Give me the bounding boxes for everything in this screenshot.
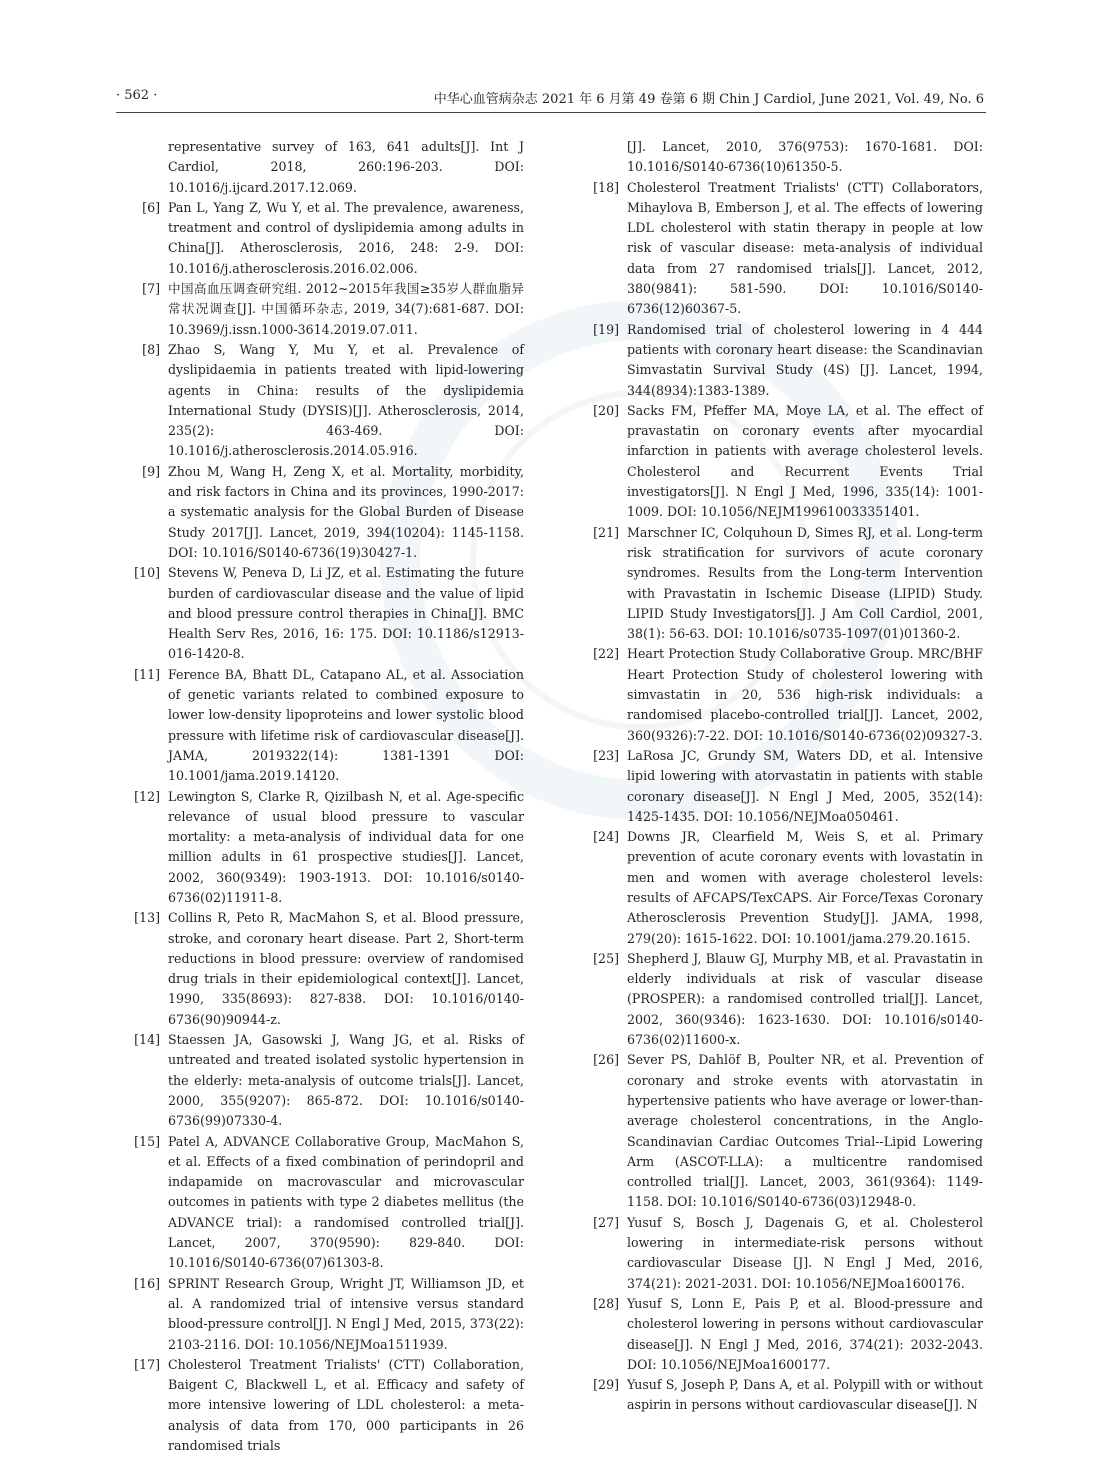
reference-28	[591, 1294, 983, 1375]
reference-20	[591, 401, 983, 523]
reference-text: Yusuf S, Bosch J, Dagenais G, et al. Cholesterol lowering in intermediate-risk persons without cardiovascular Disease [J]. N Engl J Med, 2016, 374(21): 2021-2031. DOI: 10.1056/NEJMoa1600176.	[627, 1214, 983, 1291]
reference-number: [22]	[593, 646, 619, 662]
reference-number: [19]	[593, 321, 619, 337]
reference-text: Sever PS, Dahlöf B, Poulter NR, et al. Prevention of coronary and stroke events with atorvastatin in hypertensive patients who have average or lower-than-average cholesterol concentrations, in the Anglo-Scandinavian Cardiac Outcomes Trial--Lipid Lowering Arm (ASCOT-LLA): a multicentre randomised controlled trial[J]. Lancet, 2003, 361(9364): 1149-1158. DOI: 10.1016/S0140-6736(03)12948-0.	[627, 1052, 983, 1210]
reference-16	[132, 1274, 524, 1355]
reference-15	[132, 1132, 524, 1274]
reference-text: Cholesterol Treatment Trialists' (CTT) Collaborators, Mihaylova B, Emberson J, et al. The effects of lowering LDL cholesterol with statin therapy in people at low risk of vascular disease: meta-analysis of individual data from 27 randomised trials[J]. Lancet, 2012, 380(9841): 581-590. DOI: 10.1016/S0140-6736(12)60367-5.	[627, 179, 983, 317]
reference-text: Yusuf S, Joseph P, Dans A, et al. Polypill with or without aspirin in persons without cardiovascular disease[J]. N	[627, 1377, 983, 1413]
reference-number: [15]	[134, 1133, 160, 1149]
reference-8	[132, 340, 524, 462]
reference-number: [23]	[593, 747, 619, 763]
reference-number: [29]	[593, 1377, 619, 1393]
reference-continuation: [J]. Lancet, 2010, 376(9753): 1670-1681. DOI: 10.1016/S0140-6736(10)61350-5.	[627, 139, 983, 175]
reference-text: Heart Protection Study Collaborative Group. MRC/BHF Heart Protection Study of cholesterol lowering with simvastatin in 20, 536 high-risk individuals: a randomised placebo-controlled trial[J]. Lancet, 2002, 360(9326):7-22. DOI: 10.1016/S0140-6736(02)09327-3.	[627, 646, 983, 743]
right-reference-column	[591, 137, 983, 1416]
reference-text: Staessen JA, Gasowski J, Wang JG, et al. Risks of untreated and treated isolated systolic hypertension in the elderly: meta-analysis of outcome trials[J]. Lancet, 2000, 355(9207): 865-872. DOI: 10.1016/s0140-6736(99)07330-4.	[168, 1032, 524, 1129]
reference-9	[132, 462, 524, 563]
reference-number: [25]	[593, 950, 619, 966]
reference-text: Zhao S, Wang Y, Mu Y, et al. Prevalence of dyslipidaemia in patients treated with lipid-lowering agents in China: results of the dyslipidemia International Study (DYSIS)[J]. Atherosclerosis, 2014, 235(2): 463-469. DOI: 10.1016/j.atherosclerosis.2014.05.916.	[168, 341, 524, 459]
reference-number: [26]	[593, 1052, 619, 1068]
reference-24	[591, 827, 983, 949]
reference-number: [17]	[134, 1356, 160, 1372]
reference-22	[591, 644, 983, 745]
reference-text: Sacks FM, Pfeffer MA, Moye LA, et al. The effect of pravastatin on coronary events after myocardial infarction in patients with average cholesterol levels. Cholesterol and Recurrent Events Trial investigators[J]. N Engl J Med, 1996, 335(14): 1001-1009. DOI: 10.1056/NEJM199610033351401.	[627, 402, 983, 520]
reference-6	[132, 198, 524, 279]
reference-text: Stevens W, Peneva D, Li JZ, et al. Estimating the future burden of cardiovascular disease and the value of lipid and blood pressure control therapies in China[J]. BMC Health Serv Res, 2016, 16: 175. DOI: 10.1186/s12913-016-1420-8.	[168, 565, 524, 662]
reference-18	[591, 178, 983, 320]
reference-text: 中国高血压调查研究组. 2012~2015年我国≥35岁人群血脂异常状况调查[J]. 中国循环杂志, 2019, 34(7):681-687. DOI: 10.3969/j.issn.1000-3614.2019.07.011.	[168, 281, 524, 337]
page-header	[116, 86, 986, 113]
reference-text: Pan L, Yang Z, Wu Y, et al. The prevalence, awareness, treatment and control of dyslipidemia among adults in China[J]. Atherosclerosis, 2016, 248: 2-9. DOI: 10.1016/j.atherosclerosis.2016.02.006.	[168, 199, 524, 276]
reference-text: Cholesterol Treatment Trialists' (CTT) Collaboration, Baigent C, Blackwell L, et al. Efficacy and safety of more intensive lowering of LDL cholesterol: a meta-analysis of data from 170, 000 participants in 26 randomised trials	[168, 1356, 524, 1453]
reference-number: [21]	[593, 524, 619, 540]
reference-number: [27]	[593, 1214, 619, 1230]
reference-text: SPRINT Research Group, Wright JT, Williamson JD, et al. A randomized trial of intensive versus standard blood-pressure control[J]. N Engl J Med, 2015, 373(22): 2103-2116. DOI: 10.1056/NEJMoa1511939.	[168, 1275, 525, 1352]
reference-number: [20]	[593, 402, 619, 418]
reference-text: Patel A, ADVANCE Collaborative Group, MacMahon S, et al. Effects of a fixed combination of perindopril and indapamide on macrovascular and microvascular outcomes in patients with type 2 diabetes mellitus (the ADVANCE trial): a randomised controlled trial[J]. Lancet, 2007, 370(9590): 829-840. DOI: 10.1016/S0140-6736(07)61303-8.	[168, 1133, 524, 1271]
reference-26	[591, 1050, 983, 1212]
reference-17	[132, 1355, 524, 1456]
reference-number: [16]	[134, 1275, 160, 1291]
reference-number: [14]	[134, 1032, 160, 1048]
reference-text: Ference BA, Bhatt DL, Catapano AL, et al. Association of genetic variants related to combined exposure to lower low-density lipoproteins and lower systolic blood pressure with lifetime risk of cardiovascular disease[J]. JAMA, 2019322(14): 1381-1391 DOI: 10.1001/jama.2019.14120.	[168, 666, 524, 784]
reference-text: Zhou M, Wang H, Zeng X, et al. Mortality, morbidity, and risk factors in China and its provinces, 1990-2017: a systematic analysis for the Global Burden of Disease Study 2017[J]. Lancet, 2019, 394(10204): 1145-1158. DOI: 10.1016/S0140-6736(19)30427-1.	[168, 463, 524, 560]
reference-text: Yusuf S, Lonn E, Pais P, et al. Blood-pressure and cholesterol lowering in persons without cardiovascular disease[J]. N Engl J Med, 2016, 374(21): 2032-2043. DOI: 10.1056/NEJMoa1600177.	[627, 1295, 983, 1372]
reference-text: Marschner IC, Colquhoun D, Simes RJ, et al. Long-term risk stratification for survivors of acute coronary syndromes. Results from the Long-term Intervention with Pravastatin in Ischemic Disease (LIPID) Study. LIPID Study Investigators[J]. J Am Coll Cardiol, 2001, 38(1): 56-63. DOI: 10.1016/s0735-1097(01)01360-2.	[627, 524, 983, 642]
reference-text: Collins R, Peto R, MacMahon S, et al. Blood pressure, stroke, and coronary heart disease. Part 2, Short-term reductions in blood pressure: overview of randomised drug trials in their epidemiological context[J]. Lancet, 1990, 335(8693): 827-838. DOI: 10.1016/0140-6736(90)90944-z.	[168, 910, 524, 1027]
journal-citation: 中华心血管病杂志 2021 年 6 月第 49 卷第 6 期 Chin J Cardiol, June 2021, Vol. 49, No. 6	[433, 92, 984, 107]
reference-27	[591, 1213, 983, 1294]
reference-number: [28]	[593, 1295, 619, 1311]
reference-number: [10]	[134, 565, 160, 581]
reference-number: [11]	[134, 666, 160, 682]
reference-23	[591, 746, 983, 827]
reference-number: [8]	[142, 341, 160, 357]
reference-29	[591, 1375, 983, 1416]
reference-continuation: representative survey of 163, 641 adults[J]. Int J Cardiol, 2018, 260:196-203. DOI: 10.1016/j.ijcard.2017.12.069.	[168, 139, 524, 195]
reference-text: Downs JR, Clearfield M, Weis S, et al. Primary prevention of acute coronary events with lovastatin in men and women with average cholesterol levels: results of AFCAPS/TexCAPS. Air Force/Texas Coronary Atherosclerosis Prevention Study[J]. JAMA, 1998, 279(20): 1615-1622. DOI: 10.1001/jama.279.20.1615.	[627, 829, 983, 946]
left-reference-column	[132, 137, 524, 1456]
reference-number: [18]	[593, 179, 619, 195]
reference-number: [12]	[134, 788, 160, 804]
reference-21	[591, 523, 983, 645]
page-number: · 562 ·	[116, 88, 158, 103]
reference-number: [9]	[142, 463, 160, 479]
reference-number: [13]	[134, 910, 160, 926]
reference-text: Lewington S, Clarke R, Qizilbash N, et al. Age-specific relevance of usual blood pressure to vascular mortality: a meta-analysis of individual data for one million adults in 61 prospective studies[J]. Lancet, 2002, 360(9349): 1903-1913. DOI: 10.1016/s0140-6736(02)11911-8.	[168, 788, 524, 905]
reference-number: [7]	[142, 281, 160, 297]
reference-text: LaRosa JC, Grundy SM, Waters DD, et al. Intensive lipid lowering with atorvastatin in patients with stable coronary disease[J]. N Engl J Med, 2005, 352(14): 1425-1435. DOI: 10.1056/NEJMoa050461.	[627, 747, 983, 824]
reference-13	[132, 908, 524, 1030]
reference-number: [24]	[593, 829, 619, 845]
reference-12	[132, 787, 524, 909]
reference-number: [6]	[142, 199, 160, 215]
reference-10	[132, 563, 524, 664]
reference-19	[591, 320, 983, 401]
reference-11	[132, 665, 524, 787]
reference-25	[591, 949, 983, 1050]
reference-7	[132, 279, 524, 340]
reference-text: Shepherd J, Blauw GJ, Murphy MB, et al. Pravastatin in elderly individuals at risk of vascular disease (PROSPER): a randomised controlled trial[J]. Lancet, 2002, 360(9346): 1623-1630. DOI: 10.1016/s0140-6736(02)11600-x.	[627, 950, 983, 1048]
reference-text: Randomised trial of cholesterol lowering in 4 444 patients with coronary heart disease: the Scandinavian Simvastatin Survival Study (4S) [J]. Lancet, 1994, 344(8934):1383-1389.	[627, 321, 983, 398]
reference-14	[132, 1030, 524, 1131]
